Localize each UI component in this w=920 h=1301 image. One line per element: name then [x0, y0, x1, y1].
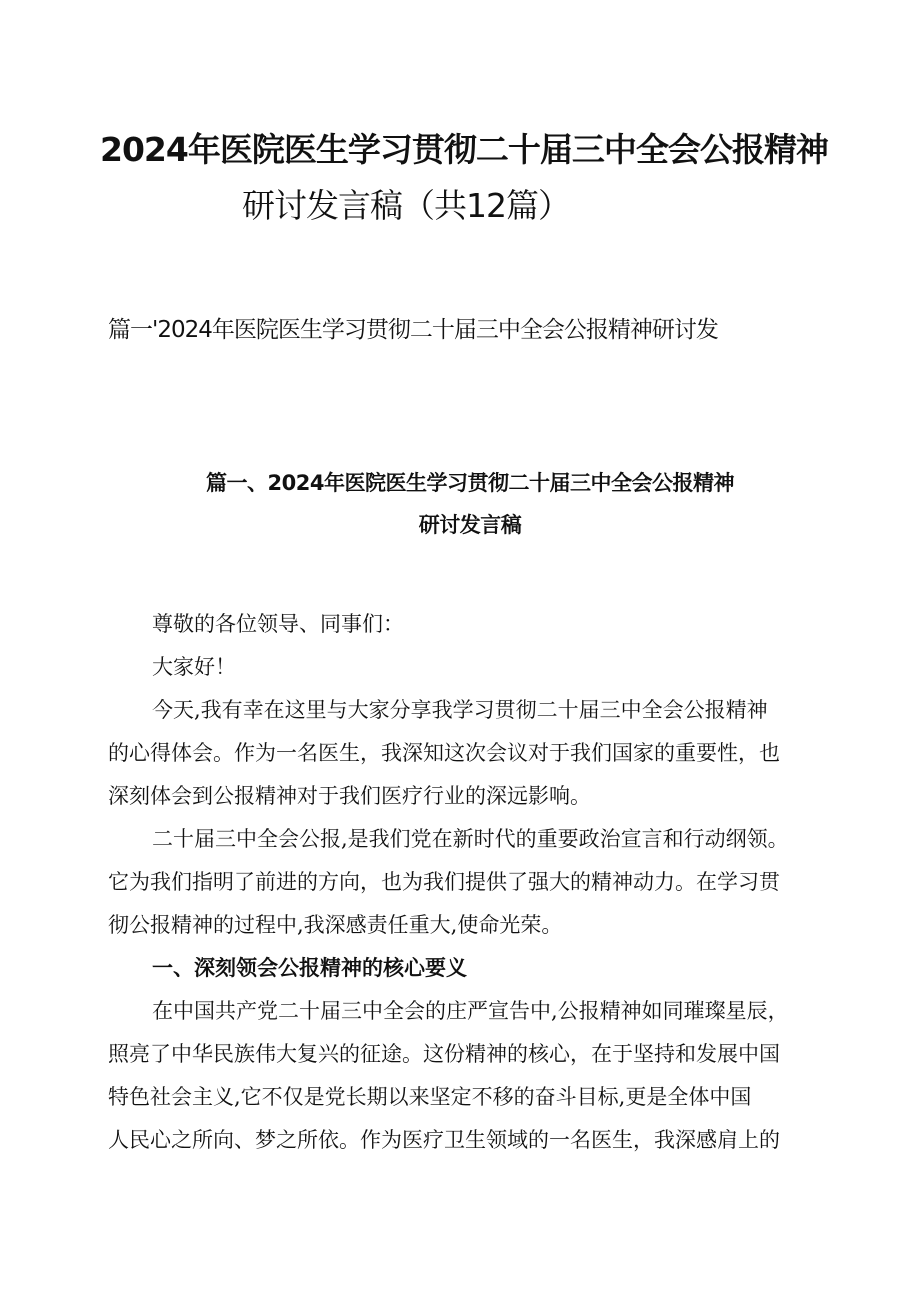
- salutation: 尊敬的各位领导、同事们：: [152, 612, 404, 636]
- paragraph-3-line: 人民心之所向、梦之所依。作为医疗卫生领域的一名医生，我深感肩上的: [108, 1128, 780, 1152]
- paragraph-1-line: 深刻体会到公报精神对于我们医疗行业的深远影响。: [108, 784, 591, 808]
- section-heading-line-2: 研讨发言稿: [418, 513, 522, 537]
- document-title-line-2: 研讨发言稿（共12篇）: [242, 186, 570, 225]
- paragraph-2-line: 二十届三中全会公报,是我们党在新时代的重要政治宣言和行动纲领。: [152, 827, 789, 851]
- section-heading: [150, 462, 790, 546]
- document-title: [100, 122, 830, 234]
- paragraph-3: [108, 990, 848, 1162]
- toc-entry[interactable]: 篇一'2024年医院医生学习贯彻二十届三中全会公报精神研讨发: [108, 317, 718, 343]
- subheading-1: 一、深刻领会公报精神的核心要义: [152, 956, 467, 980]
- body-text: [108, 603, 848, 1162]
- paragraph-2-line: 它为我们指明了前进的方向，也为我们提供了强大的精神动力。在学习贯: [108, 870, 780, 894]
- paragraph-1-line: 今天,我有幸在这里与大家分享我学习贯彻二十届三中全会公报精神: [152, 698, 768, 722]
- document-title-line-1: 2024年医院医生学习贯彻二十届三中全会公报精神: [100, 130, 828, 169]
- paragraph-3-line: 特色社会主义,它不仅是党长期以来坚定不移的奋斗目标,更是全体中国: [108, 1085, 752, 1109]
- paragraph-1: [108, 689, 848, 818]
- paragraph-2-line: 彻公报精神的过程中,我深感责任重大,使命光荣。: [108, 913, 563, 937]
- greeting: 大家好！: [152, 655, 236, 679]
- paragraph-3-line: 在中国共产党二十届三中全会的庄严宣告中,公报精神如同璀璨星辰，: [152, 999, 789, 1023]
- paragraph-1-line: 的心得体会。作为一名医生，我深知这次会议对于我们国家的重要性，也: [108, 741, 780, 765]
- section-heading-line-1: 篇一、2024年医院医生学习贯彻二十届三中全会公报精神: [206, 471, 734, 495]
- paragraph-2: [108, 818, 848, 947]
- paragraph-3-line: 照亮了中华民族伟大复兴的征途。这份精神的核心，在于坚持和发展中国: [108, 1042, 780, 1066]
